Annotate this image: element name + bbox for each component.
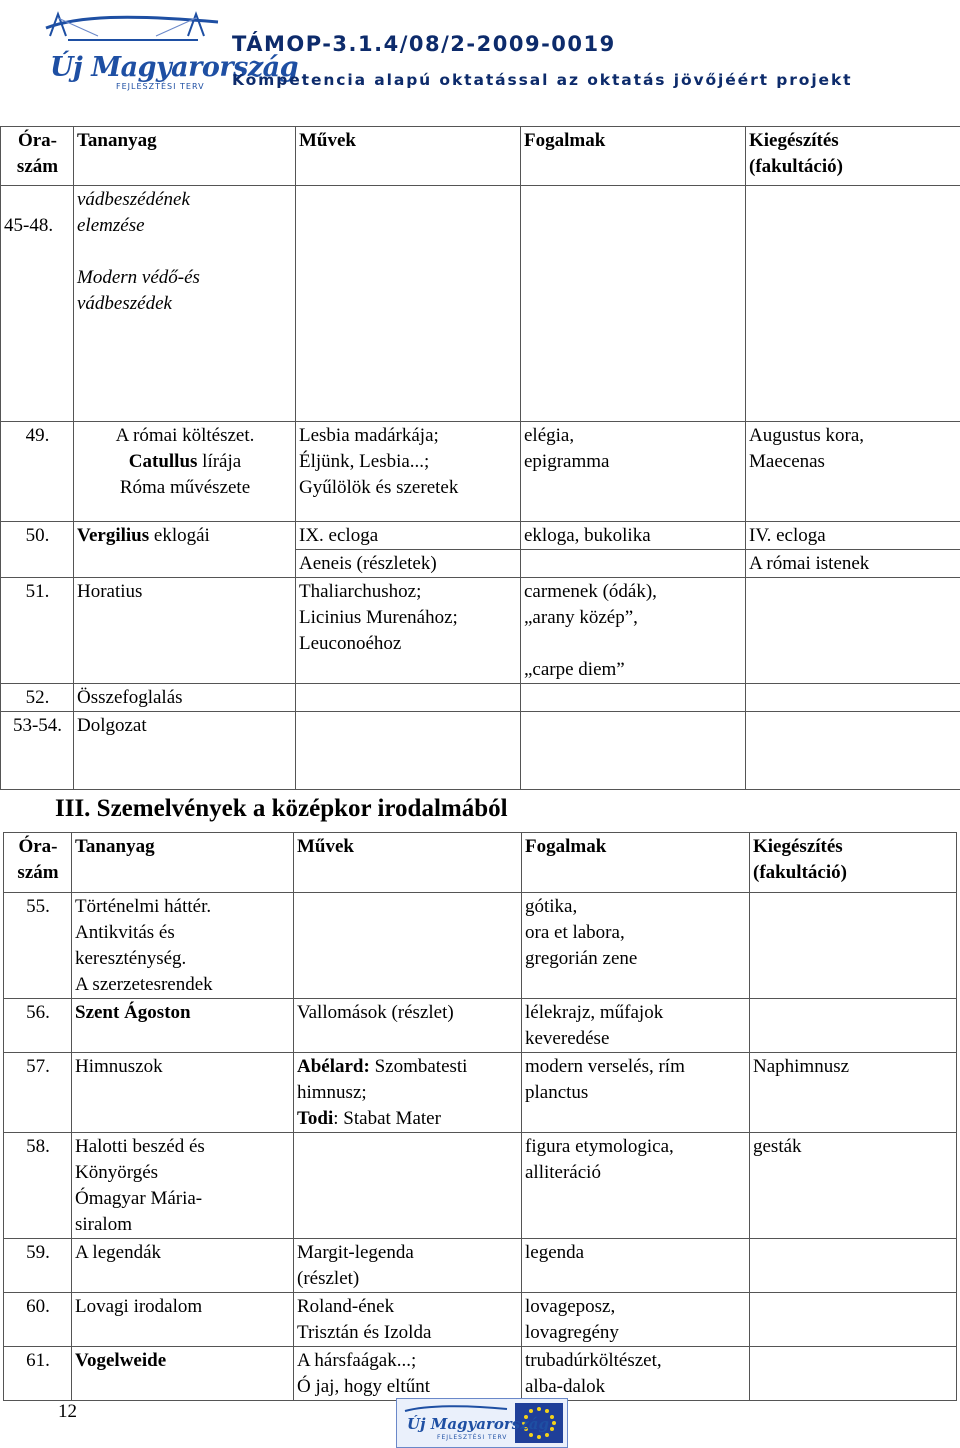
row-fogalmak: trubadúrköltészet, alba-dalok (522, 1347, 750, 1401)
table-header-row (4, 833, 957, 893)
row-tananyag: Összefoglalás (74, 684, 296, 712)
row-tananyag: Szent Ágoston (72, 999, 294, 1053)
row-fogalmak (521, 684, 746, 712)
row-tananyag (74, 422, 296, 522)
curriculum-table-1 (0, 126, 960, 790)
row-muvek: Thaliarchushoz; Licinius Murenához; Leuconoéhoz (296, 578, 521, 684)
row-number: 59. (4, 1239, 72, 1293)
row-fogalmak: carmenek (ódák), „arany közép”, „carpe diem” (521, 578, 746, 684)
row-kiegeszites (750, 1293, 957, 1347)
work-title: Szombatesti himnusz; (297, 1056, 468, 1103)
row-muvek: IX. ecloga (296, 522, 521, 550)
project-title: Kompetencia alapú oktatással az oktatás jövőjéért projekt (232, 71, 853, 89)
curriculum-table-2 (3, 832, 957, 1401)
row-number: 61. (4, 1347, 72, 1401)
table-row (4, 999, 957, 1053)
table-row (4, 1053, 957, 1133)
table-row (4, 1239, 957, 1293)
author-name: Todi (297, 1108, 334, 1129)
row-number: 51. (1, 578, 74, 684)
row-fogalmak: figura etymologica, alliteráció (522, 1133, 750, 1239)
tananyag-text: eklogái (149, 525, 210, 546)
row-kiegeszites (746, 684, 960, 712)
row-muvek: Margit-legenda (részlet) (294, 1239, 522, 1293)
row-muvek: Aeneis (részletek) (296, 550, 521, 578)
header-muvek: Művek (294, 833, 522, 893)
row-fogalmak: modern verselés, rím planctus (522, 1053, 750, 1133)
row-fogalmak: elégia, epigramma (521, 422, 746, 522)
header-tananyag: Tananyag (74, 127, 296, 186)
row-kiegeszites (750, 1347, 957, 1401)
row-fogalmak: lélekrajz, műfajok keveredése (522, 999, 750, 1053)
table-row (1, 522, 960, 550)
row-kiegeszites (750, 1239, 957, 1293)
row-tananyag: Lovagi irodalom (72, 1293, 294, 1347)
row-kiegeszites: gesták (750, 1133, 957, 1239)
row-number: 56. (4, 999, 72, 1053)
row-kiegeszites: IV. ecloga (746, 522, 960, 550)
table-row (4, 1293, 957, 1347)
table-row (1, 578, 960, 684)
author-name: Abélard: (297, 1056, 370, 1077)
project-code: TÁMOP-3.1.4/08/2-2009-0019 (232, 32, 616, 56)
row-number: 52. (1, 684, 74, 712)
footer-logo-text: Új Magyarország (407, 1415, 549, 1433)
author-name: Catullus (128, 451, 198, 472)
page-number: 12 (58, 1401, 77, 1422)
row-muvek (296, 186, 521, 422)
row-muvek (294, 893, 522, 999)
row-tananyag: A legendák (72, 1239, 294, 1293)
header-oraszam: Óra- szám (4, 833, 72, 893)
row-muvek (294, 1053, 522, 1133)
row-kiegeszites (746, 186, 960, 422)
row-tananyag: Halotti beszéd és Könyörgés Ómagyar Mária- siralom (72, 1133, 294, 1239)
table-row (4, 1133, 957, 1239)
row-muvek (296, 712, 521, 790)
row-number: 45-48. (1, 186, 74, 422)
row-number: 57. (4, 1053, 72, 1133)
table-row (4, 1347, 957, 1401)
row-muvek: Lesbia madárkája; Éljünk, Lesbia...; Gyűlölök és szeretek (296, 422, 521, 522)
logo-text: Új Magyarország (50, 52, 299, 83)
row-tananyag: Himnuszok (72, 1053, 294, 1133)
row-muvek: A hársfaágak...; Ó jaj, hogy eltűnt (294, 1347, 522, 1401)
row-fogalmak: gótika, ora et labora, gregorián zene (522, 893, 750, 999)
header-kiegeszites: Kiegészítés (fakultáció) (750, 833, 957, 893)
row-tananyag: Történelmi háttér. Antikvitás és kereszténység. A szerzetesrendek (72, 893, 294, 999)
table-row (1, 550, 960, 578)
table-row (1, 684, 960, 712)
row-muvek (296, 684, 521, 712)
row-muvek: Vallomások (részlet) (294, 999, 522, 1053)
author-name: Vergilius (77, 525, 150, 546)
table-row (4, 893, 957, 999)
row-kiegeszites (746, 578, 960, 684)
logo-subtitle: FEJLESZTÉSI TERV (116, 82, 205, 91)
row-fogalmak (521, 550, 746, 578)
row-kiegeszites: Naphimnusz (750, 1053, 957, 1133)
row-fogalmak: ekloga, bukolika (521, 522, 746, 550)
row-number: 55. (4, 893, 72, 999)
row-muvek (294, 1133, 522, 1239)
header-kiegeszites: Kiegészítés (fakultáció) (746, 127, 960, 186)
row-tananyag: Vogelweide (72, 1347, 294, 1401)
section-title: III. Szemelvények a középkor irodalmából (55, 795, 508, 822)
footer-logo (396, 1398, 568, 1448)
row-kiegeszites (750, 999, 957, 1053)
row-tananyag: Dolgozat (74, 712, 296, 790)
header-oraszam: Óra- szám (1, 127, 74, 186)
row-kiegeszites: Augustus kora, Maecenas (746, 422, 960, 522)
row-number: 49. (1, 422, 74, 522)
tananyag-text: lírája (197, 451, 242, 472)
row-number (1, 550, 74, 578)
row-number: 58. (4, 1133, 72, 1239)
header-fogalmak: Fogalmak (521, 127, 746, 186)
row-kiegeszites (750, 893, 957, 999)
row-tananyag: Horatius (74, 578, 296, 684)
row-number: 60. (4, 1293, 72, 1347)
table-row (1, 712, 960, 790)
row-fogalmak: legenda (522, 1239, 750, 1293)
row-fogalmak (521, 186, 746, 422)
row-fogalmak (521, 712, 746, 790)
table-row (1, 422, 960, 522)
footer-logo-subtitle: FEJLESZTÉSI TERV (437, 1434, 508, 1441)
row-number: 50. (1, 522, 74, 550)
row-muvek: Roland-ének Trisztán és Izolda (294, 1293, 522, 1347)
row-tananyag (74, 550, 296, 578)
header-fogalmak: Fogalmak (522, 833, 750, 893)
tananyag-line: Róma művészete (119, 477, 251, 498)
header-tananyag: Tananyag (72, 833, 294, 893)
row-kiegeszites: A római istenek (746, 550, 960, 578)
row-fogalmak: lovageposz, lovagregény (522, 1293, 750, 1347)
row-kiegeszites (746, 712, 960, 790)
header-muvek: Művek (296, 127, 521, 186)
row-tananyag: vádbeszédének elemzése Modern védő-és vádbeszédek (74, 186, 296, 422)
tananyag-line: A római költészet. (115, 425, 255, 446)
table-row (1, 186, 960, 422)
row-tananyag (74, 522, 296, 550)
table-header-row (1, 127, 960, 186)
row-number: 53-54. (1, 712, 74, 790)
work-title: : Stabat Mater (333, 1108, 441, 1129)
